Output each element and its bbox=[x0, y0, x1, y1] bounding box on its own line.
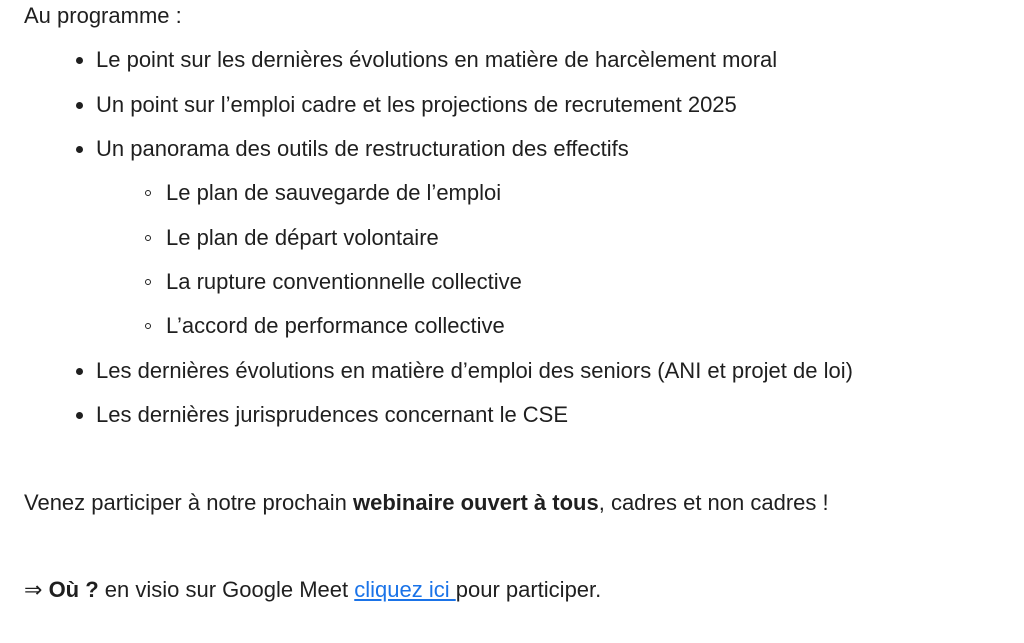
sub-bullet-icon bbox=[145, 235, 151, 241]
list-item: Les dernières évolutions en matière d’emploi des seniors (ANI et projet de loi) bbox=[96, 358, 853, 383]
list-item: Les dernières jurisprudences concernant le CSE bbox=[96, 402, 569, 427]
where-after: pour participer. bbox=[455, 577, 602, 602]
list-item: Un point sur l’emploi cadre et les projections de recrutement 2025 bbox=[96, 92, 737, 117]
invite-after: , cadres et non cadres ! bbox=[598, 490, 829, 515]
bullet-icon bbox=[76, 368, 83, 375]
invite-before: Venez participer à notre prochain bbox=[24, 490, 353, 515]
bullet-icon bbox=[76, 412, 83, 419]
invite-text bbox=[24, 488, 829, 518]
where-label: Où ? bbox=[48, 577, 99, 602]
bullet-icon bbox=[76, 146, 83, 153]
sub-list-item: Le plan de sauvegarde de l’emploi bbox=[166, 180, 502, 205]
sub-list-item: L’accord de performance collective bbox=[166, 313, 505, 338]
sub-list-item: Le plan de départ volontaire bbox=[166, 225, 439, 250]
sub-bullet-icon bbox=[145, 279, 151, 285]
intro-text: Au programme : bbox=[24, 3, 182, 28]
arrow-icon: ⇒ bbox=[24, 577, 43, 602]
meet-link[interactable]: cliquez ici bbox=[354, 577, 456, 602]
invite-bold: webinaire ouvert à tous bbox=[352, 490, 599, 515]
sub-bullet-icon bbox=[145, 323, 151, 329]
list-item: Un panorama des outils de restructuration des effectifs bbox=[96, 136, 629, 161]
bullet-icon bbox=[76, 102, 83, 109]
bullet-icon bbox=[76, 57, 83, 64]
where-description: en visio sur Google Meet bbox=[98, 577, 355, 602]
where-text bbox=[24, 575, 601, 605]
sub-bullet-icon bbox=[145, 190, 151, 196]
sub-list-item: La rupture conventionnelle collective bbox=[166, 269, 522, 294]
list-item: Le point sur les dernières évolutions en matière de harcèlement moral bbox=[96, 47, 778, 72]
